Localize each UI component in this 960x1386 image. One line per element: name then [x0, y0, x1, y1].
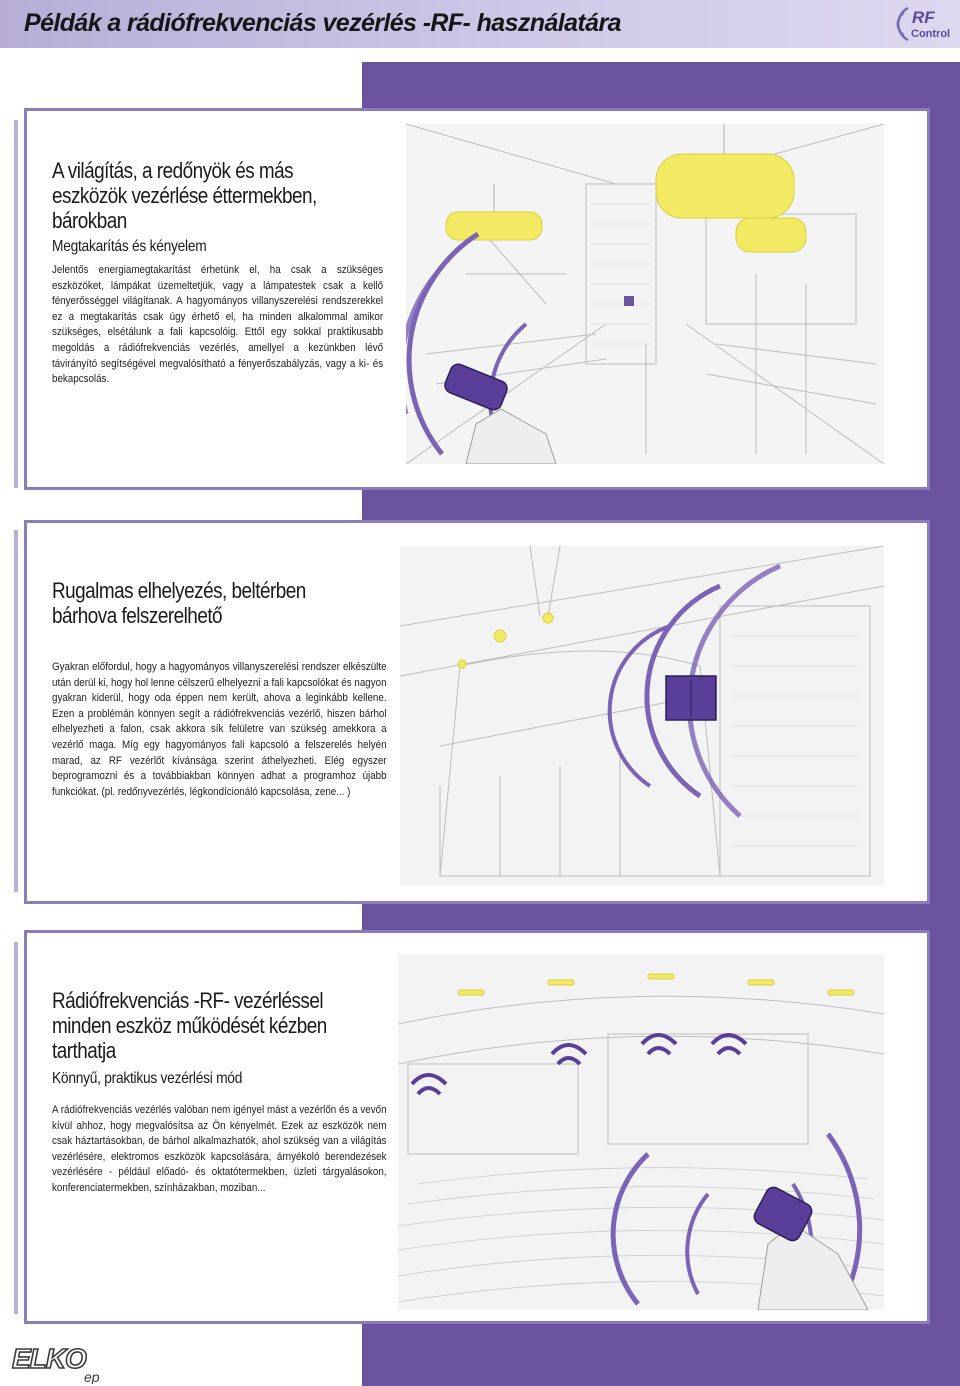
panel-3-text: [52, 988, 387, 1197]
panel-1-title-line-1: A világítás, a redőnyök és más: [52, 158, 294, 183]
rf-control-logo: [890, 4, 952, 44]
panel-3-subtitle: Könnyű, praktikus vezérlési mód: [52, 1070, 243, 1087]
panel-3-title-line-2: minden eszköz működését kézben: [52, 1013, 327, 1038]
svg-text:ELKO: ELKO: [12, 1343, 86, 1374]
panel-3-body: A rádiófrekvenciás vezérlés valóban nem igényel mást a vezérlőn és a vevőn kívül ahhoz, hogy megvalósítsa az Ön kényelmét. Ezek az eszközök nem csak háztartásokban, de bárhol alkalmazhatók, ahol szükség van a világítás vezérlésére, elektromos eszközök kapcsolására, árnyékoló berendezések vezérlésére - például előadó- és oktatótermekben, üzleti tárgyalásokon, konferenciatermekben, színházakban, moziban...: [52, 1104, 387, 1194]
page-header: [0, 0, 960, 48]
svg-text:ep: ep: [84, 1369, 100, 1384]
panel-1-title-line-3: bárokban: [52, 208, 127, 233]
lecture-hall-illustration: [398, 954, 884, 1310]
panel-2-title-line-1: Rugalmas elhelyezés, beltérben: [52, 578, 306, 603]
restaurant-illustration: [406, 124, 884, 464]
bar-illustration: [400, 546, 884, 886]
panel-3-title-line-3: tarthatja: [52, 1038, 116, 1063]
svg-text:RF: RF: [912, 8, 935, 27]
panel-2-title-line-2: bárhova felszerelhető: [52, 603, 223, 628]
panel-3-accent: [14, 942, 18, 1314]
page-title: Példák a rádiófrekvenciás vezérlés -RF- használatára: [24, 9, 621, 37]
panel-2-text: [52, 578, 387, 800]
svg-text:Control: Control: [911, 28, 951, 40]
panel-1-subtitle: Megtakarítás és kényelem: [52, 238, 207, 255]
panel-1-title-line-2: eszközök vezérlése éttermekben,: [52, 183, 317, 208]
panel-2-body: Gyakran előfordul, hogy a hagyományos villanyszerelési rendszer elkészülte után derül ki, hogy hol lenne célszerű elhelyezni a fali kapcsolókat és nagyon gyakran kiderül, hogy oda éppen nem került, ahova a leginkább kellene. Ezen a problémán könnyen segít a rádiófrekvenciás vezérlő, hiszen bárhol elhelyezheti a falon, csak akkora sík felületre van szükség amekkora a vezérlő maga. Míg egy hagyományos fali kapcsoló a felszerelés helyén marad, az RF vezérlőt kívánsága szerint áthelyezheti. Elég egyszer beprogramozni és a továbbiakban könnyen adhat a programhoz újabb funkciókat. (pl. redőnyvezérlés, légkondícionáló kapcsolása, zene... ): [52, 661, 387, 798]
panel-3-title-line-1: Rádiófrekvenciás -RF- vezérléssel: [52, 988, 324, 1013]
panel-1-body: Jelentős energiamegtakarítást érhetünk el, ha csak a szükséges eszközöket, lámpákat üzemeltetjük, vagy a lámpatestek csak a kellő fényerősséggel világítanak. A hagyományos villanyszerelési rendszerekkel ez a megtakarítás csak úgy érhető el, ha minden alkalommal amikor szükséges, elsétálunk a fali kapcsolóig. Ettől egy sokkal praktikusabb megoldás a rádiófrekvenciás vezérlés, amellyel a kezünkben lévő távirányító segítségével megvalósítható a fényerőszabályzás, vagy a ki- és bekapcsolás.: [52, 264, 384, 386]
elko-ep-logo: [8, 1340, 118, 1384]
panel-1-accent: [14, 120, 18, 488]
panel-1-text: [52, 158, 387, 388]
panel-2-accent: [14, 530, 18, 892]
